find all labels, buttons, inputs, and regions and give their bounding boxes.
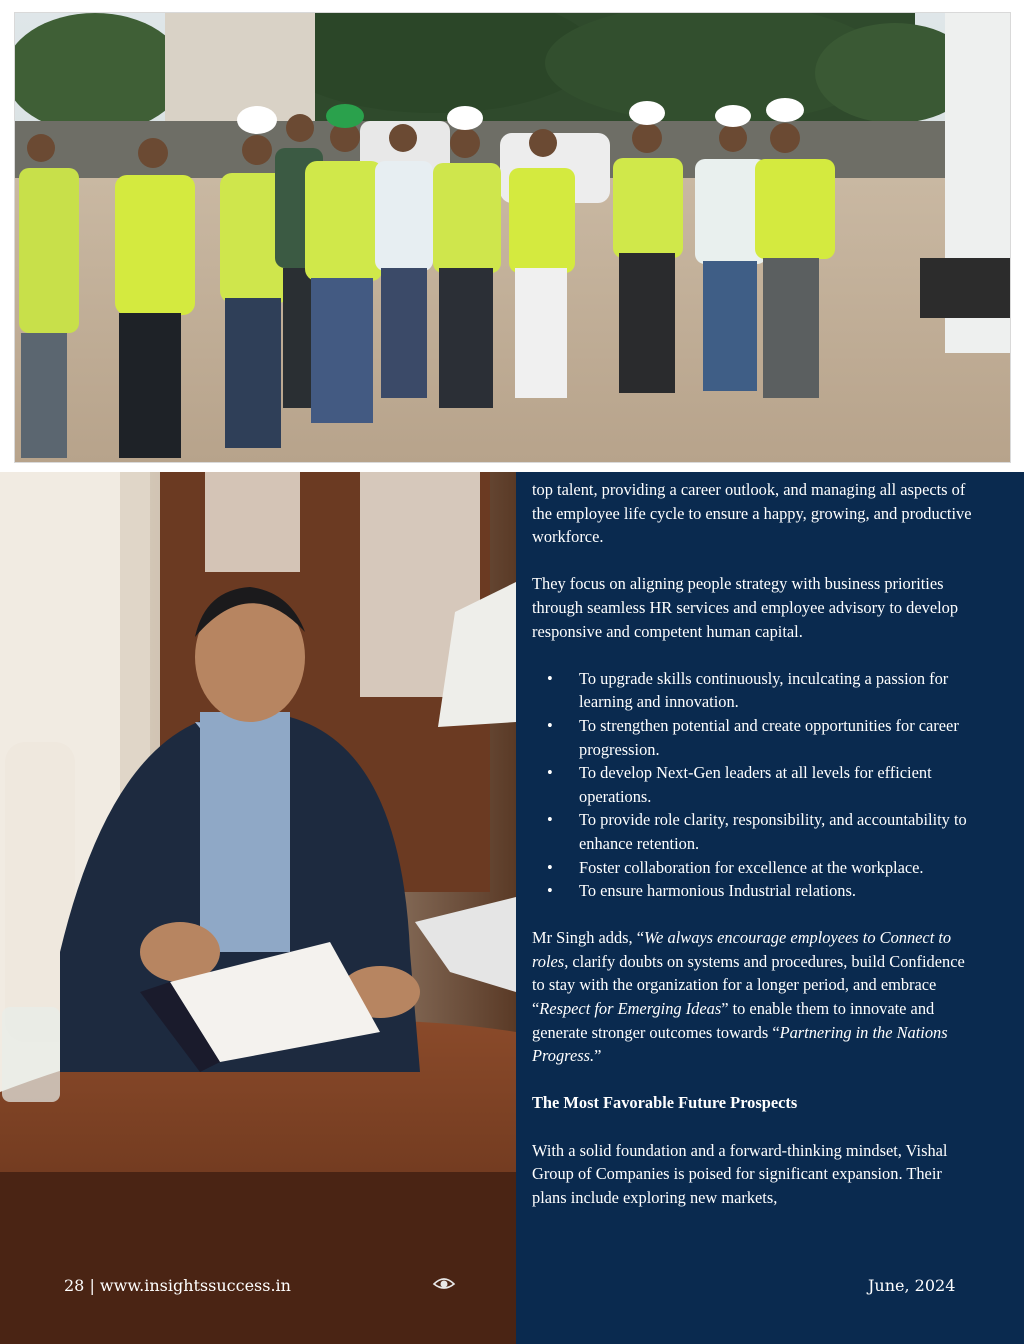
bullet-icon: • (547, 668, 553, 688)
list-item: • To upgrade skills continuously, inculcating a passion for learning and innovation. (547, 668, 949, 712)
bullet-icon: • (547, 715, 553, 735)
bullet-icon: • (547, 810, 553, 830)
paragraph-2: They focus on aligning people strategy with business priorities through seamless HR services and employee advisory to develop responsive and competent human capital. (532, 574, 959, 641)
list-item: • To develop Next-Gen leaders at all levels for efficient operations. (547, 763, 932, 806)
footer-page-url: 28 | www.insightssuccess.in (64, 1276, 291, 1295)
list-item: • To strengthen potential and create opportunities for career progression. (547, 715, 959, 759)
section-heading: The Most Favorable Future Prospects (532, 1093, 798, 1113)
goals-list (532, 667, 972, 903)
executive-photo (0, 472, 516, 1344)
magazine-logo-icon (432, 1272, 456, 1294)
top-group-photo (14, 12, 1011, 463)
list-item: • Foster collaboration for excellence at the workplace. (532, 856, 972, 880)
footer-date: June, 2024 (868, 1276, 956, 1295)
bullet-icon: • (547, 881, 553, 901)
paragraph-3: With a solid foundation and a forward-thinking mindset, Vishal Group of Companies is poised for significant expansion. Their plans include exploring new markets, (532, 1140, 948, 1207)
list-item: • To ensure harmonious Industrial relations. (532, 879, 972, 903)
paragraph-1: top talent, providing a career outlook, and managing all aspects of the employee life cycle to ensure a happy, growing, and productive workforce. (532, 480, 972, 547)
list-item: • To provide role clarity, responsibility, and accountability to enhance retention. (547, 810, 967, 853)
quote-paragraph: Mr Singh adds, “We always encourage employees to Connect to roles, clarify doubts on systems and procedures, build Confidence to stay with the organization for a longer period, and embrace “Respect for Emerging Ideas” to enable them to innovate and generate stronger outcomes towards “Partnering in the Nations Progress.” (532, 928, 965, 1066)
bullet-icon: • (547, 763, 553, 783)
bullet-icon: • (547, 857, 553, 877)
article-body (532, 478, 972, 1233)
